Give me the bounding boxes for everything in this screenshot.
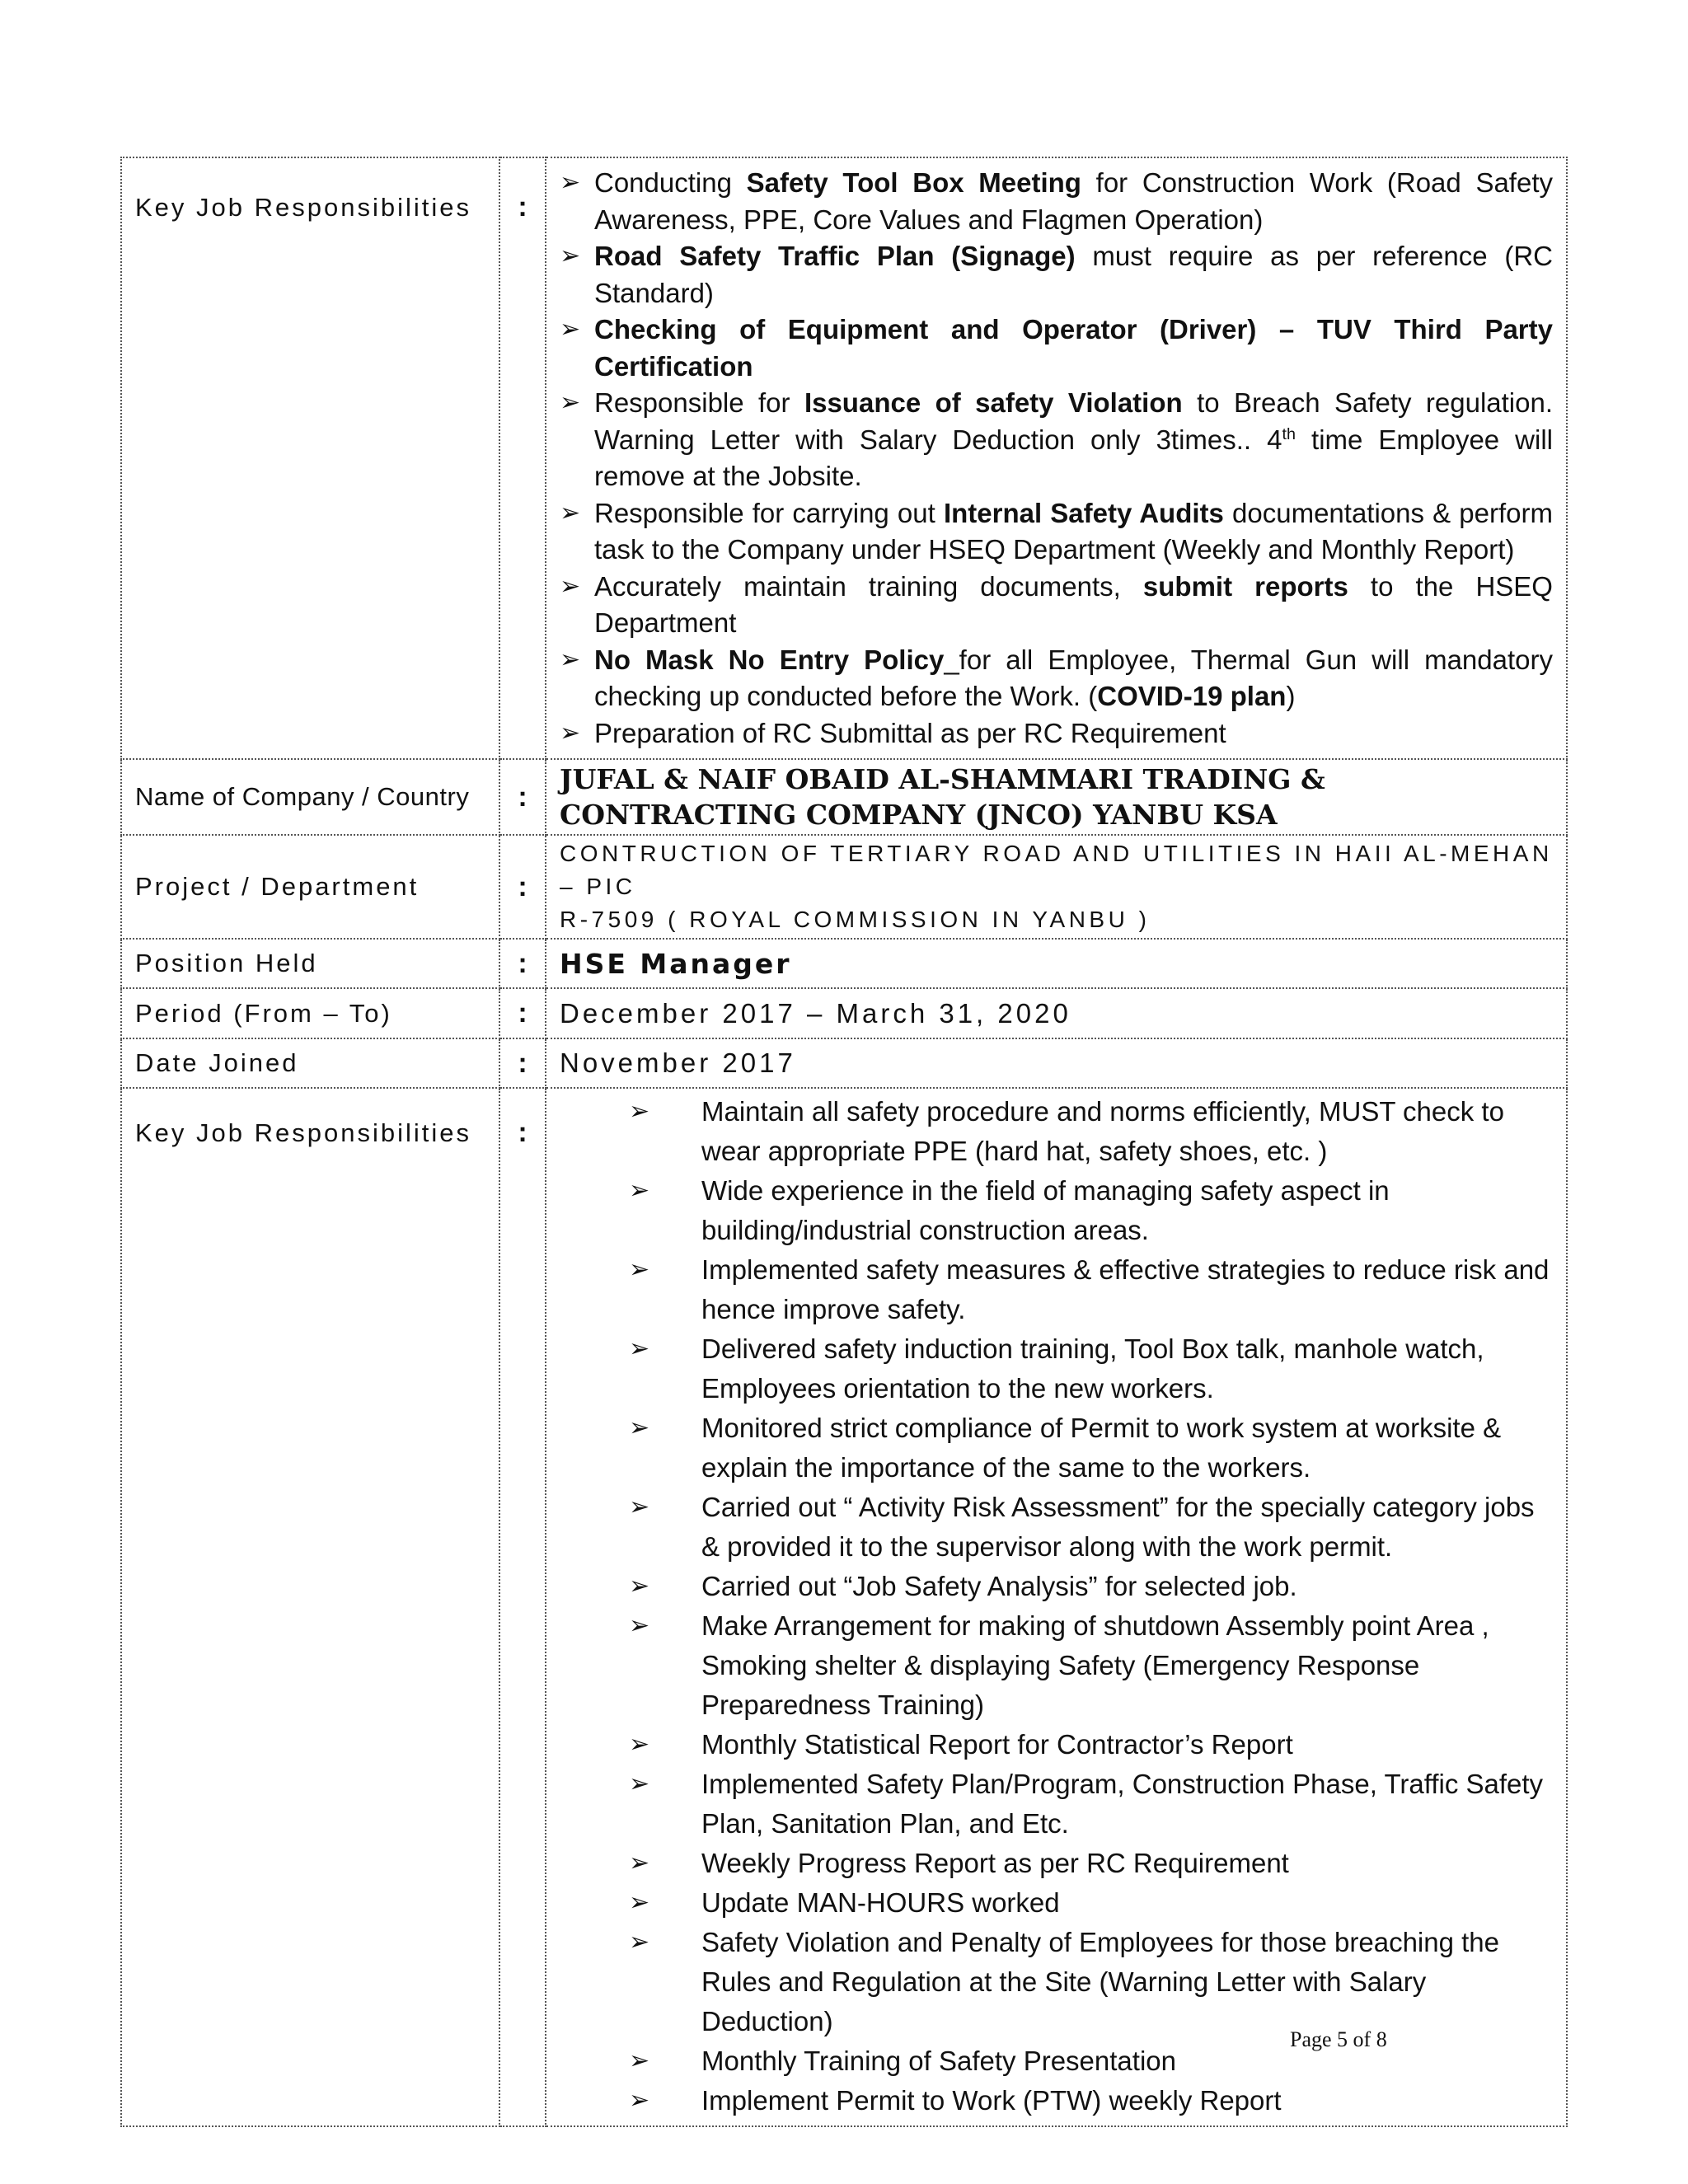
item-text: Monthly Training of Safety Presentation	[701, 2046, 1176, 2076]
arrow-bullet-icon: ➢	[629, 1849, 650, 1877]
responsibility-item	[560, 642, 1553, 715]
responsibility-item	[629, 2081, 1553, 2121]
item-text: Responsible for carrying out	[594, 497, 944, 528]
page-number: Page 5 of 8	[1290, 2027, 1387, 2051]
company-name-line-1: JUFAL & NAIF OBAID AL-SHAMMARI TRADING &	[560, 763, 1325, 795]
emphasis-text: Checking of Equipment and Operator (Driver) – TUV Third Party Certification	[594, 314, 1553, 382]
row-date-joined	[121, 1038, 1567, 1088]
emphasis-text: submit reports	[1142, 570, 1348, 602]
arrow-bullet-icon: ➢	[629, 1413, 650, 1442]
row-label: Position Held	[135, 949, 318, 977]
arrow-bullet-icon: ➢	[629, 1769, 650, 1798]
item-text: Responsible for	[594, 387, 804, 418]
row-label: Name of Company / Country	[135, 782, 470, 811]
arrow-bullet-icon: ➢	[629, 1730, 650, 1759]
row-period	[121, 988, 1567, 1038]
responsibility-item	[560, 495, 1553, 569]
responsibilities-list-1	[546, 158, 1566, 758]
arrow-bullet-icon: ➢	[629, 1611, 650, 1640]
item-text: Delivered safety induction training, Tool Box talk, manhole watch, Employees orientation to the new workers.	[701, 1333, 1484, 1404]
item-text: for Construction Work (Road Safety Awareness, PPE, Core Values and Flagmen Operation)	[594, 167, 1553, 235]
responsibility-item	[629, 1923, 1553, 2041]
arrow-bullet-icon: ➢	[560, 571, 581, 601]
emphasis-text: Internal Safety Audits	[943, 497, 1224, 528]
item-text: Carried out “Job Safety Analysis” for selected job.	[701, 1571, 1297, 1601]
arrow-bullet-icon: ➢	[629, 1888, 650, 1917]
item-text: time Employee will remove at the Jobsite.	[594, 424, 1554, 491]
item-text: documentations & perform task to the Company under HSEQ Department (Weekly and Monthly Report)	[594, 497, 1553, 565]
item-text: Monthly Statistical Report for Contractor’s Report	[701, 1729, 1293, 1760]
responsibility-item	[629, 1408, 1553, 1488]
arrow-bullet-icon: ➢	[629, 1572, 650, 1601]
item-text: to the HSEQ Department	[594, 570, 1553, 638]
responsibility-item	[560, 715, 1553, 752]
responsibility-item	[560, 165, 1553, 238]
colon-separator: :	[518, 1047, 528, 1079]
colon-separator: :	[518, 947, 528, 979]
row-company	[121, 759, 1567, 835]
emphasis-text: Safety Tool Box Meeting	[746, 167, 1081, 198]
item-text: Conducting	[594, 167, 747, 198]
responsibility-item	[629, 1092, 1553, 1171]
item-text: th	[1282, 424, 1296, 443]
arrow-bullet-icon: ➢	[560, 718, 581, 748]
row-label: Key Job Responsibilities	[135, 193, 472, 222]
responsibility-item	[629, 1844, 1553, 1883]
item-text: Weekly Progress Report as per RC Requirement	[701, 1848, 1289, 1878]
arrow-bullet-icon: ➢	[560, 498, 581, 527]
emphasis-text: Issuance of safety Violation	[804, 387, 1183, 418]
item-text: Implemented Safety Plan/Program, Construction Phase, Traffic Safety Plan, Sanitation Plan, and Etc.	[701, 1769, 1544, 1839]
colon-separator: :	[518, 191, 528, 223]
project-name-line-1: CONTRUCTION OF TERTIARY ROAD AND UTILITIES IN HAII AL-MEHAN – PIC	[560, 841, 1553, 899]
arrow-bullet-icon: ➢	[560, 241, 581, 270]
responsibility-item	[629, 1329, 1553, 1408]
row-position	[121, 939, 1567, 988]
colon-separator: :	[518, 997, 528, 1029]
arrow-bullet-icon: ➢	[629, 1493, 650, 1521]
responsibility-item	[629, 1171, 1553, 1250]
item-text: Carried out “ Activity Risk Assessment” for the specially category jobs & provided it to the supervisor along with the work permit.	[701, 1492, 1535, 1562]
row-label: Date Joined	[135, 1048, 299, 1077]
position-value: HSE Manager	[560, 947, 792, 980]
item-text: Safety Violation and Penalty of Employees for those breaching the Rules and Regulation at the Site (Warning Letter with Salary Deduction)	[701, 1927, 1500, 2036]
arrow-bullet-icon: ➢	[560, 168, 581, 197]
row-label: Key Job Responsibilities	[135, 1118, 472, 1147]
responsibility-item	[629, 1725, 1553, 1765]
item-text: Update MAN-HOURS worked	[701, 1887, 1060, 1918]
item-text: Implement Permit to Work (PTW) weekly Report	[701, 2085, 1282, 2116]
row-key-responsibilities-1	[121, 157, 1567, 759]
arrow-bullet-icon: ➢	[560, 644, 581, 674]
responsibility-item	[629, 2041, 1553, 2081]
project-name-line-2: R-7509 ( ROYAL COMMISSION IN YANBU )	[560, 907, 1151, 932]
responsibility-item	[629, 1567, 1553, 1606]
responsibility-item	[629, 1606, 1553, 1725]
arrow-bullet-icon: ➢	[629, 1176, 650, 1205]
arrow-bullet-icon: ➢	[560, 315, 581, 344]
arrow-bullet-icon: ➢	[560, 388, 581, 417]
period-value: December 2017 – March 31, 2020	[560, 997, 1071, 1029]
item-text: Preparation of RC Submittal as per RC Requirement	[594, 717, 1226, 748]
row-project	[121, 835, 1567, 939]
row-key-responsibilities-2	[121, 1088, 1567, 2126]
item-text: Make Arrangement for making of shutdown Assembly point Area , Smoking shelter & displaying Safety (Emergency Response Preparedness Training)	[701, 1610, 1489, 1720]
responsibilities-list-2	[546, 1089, 1566, 2125]
colon-separator: :	[518, 780, 528, 813]
date-joined-value: November 2017	[560, 1047, 796, 1078]
row-label: Project / Department	[135, 872, 420, 901]
responsibility-item	[560, 238, 1553, 312]
arrow-bullet-icon: ➢	[629, 2086, 650, 2115]
item-text: )	[1286, 681, 1296, 711]
item-text: Maintain all safety procedure and norms efficiently, MUST check to wear appropriate PPE (hard hat, safety shoes, etc. )	[701, 1096, 1504, 1166]
arrow-bullet-icon: ➢	[629, 2046, 650, 2075]
emphasis-text: COVID-19 plan	[1097, 681, 1287, 711]
item-text: Monitored strict compliance of Permit to work system at worksite & explain the importance of the same to the workers.	[701, 1413, 1502, 1483]
emphasis-text: No Mask No Entry Policy	[594, 644, 945, 675]
item-text: Implemented safety measures & effective strategies to reduce risk and hence improve safety.	[701, 1254, 1550, 1324]
item-text: must require as per reference (RC Standard)	[594, 241, 1553, 308]
arrow-bullet-icon: ➢	[629, 1255, 650, 1284]
experience-table	[120, 157, 1568, 2127]
responsibility-item	[629, 1765, 1553, 1844]
responsibility-item	[560, 312, 1553, 385]
emphasis-text: Road Safety Traffic Plan (Signage)	[594, 241, 1076, 271]
arrow-bullet-icon: ➢	[629, 1928, 650, 1957]
responsibility-item	[560, 385, 1553, 495]
responsibility-item	[560, 569, 1553, 642]
company-name	[546, 760, 1566, 834]
colon-separator: :	[518, 870, 528, 902]
item-text: Wide experience in the field of managing safety aspect in building/industrial construction areas.	[701, 1175, 1390, 1245]
arrow-bullet-icon: ➢	[629, 1097, 650, 1126]
responsibility-item	[629, 1883, 1553, 1923]
arrow-bullet-icon: ➢	[629, 1334, 650, 1363]
responsibility-item	[629, 1250, 1553, 1329]
row-label: Period (From – To)	[135, 998, 392, 1028]
item-text: to Breach Safety regulation. Warning Letter with Salary Deduction only 3times.. 4	[594, 387, 1554, 455]
company-name-line-2: CONTRACTING COMPANY (JNCO) YANBU KSA	[560, 799, 1278, 831]
item-text: _for all Employee, Thermal Gun will mandatory checking up conducted before the Work. (	[594, 644, 1553, 711]
project-name	[546, 836, 1566, 938]
responsibility-item	[629, 1488, 1553, 1567]
item-text: Accurately maintain training documents,	[594, 570, 1143, 602]
colon-separator: :	[518, 1117, 528, 1148]
